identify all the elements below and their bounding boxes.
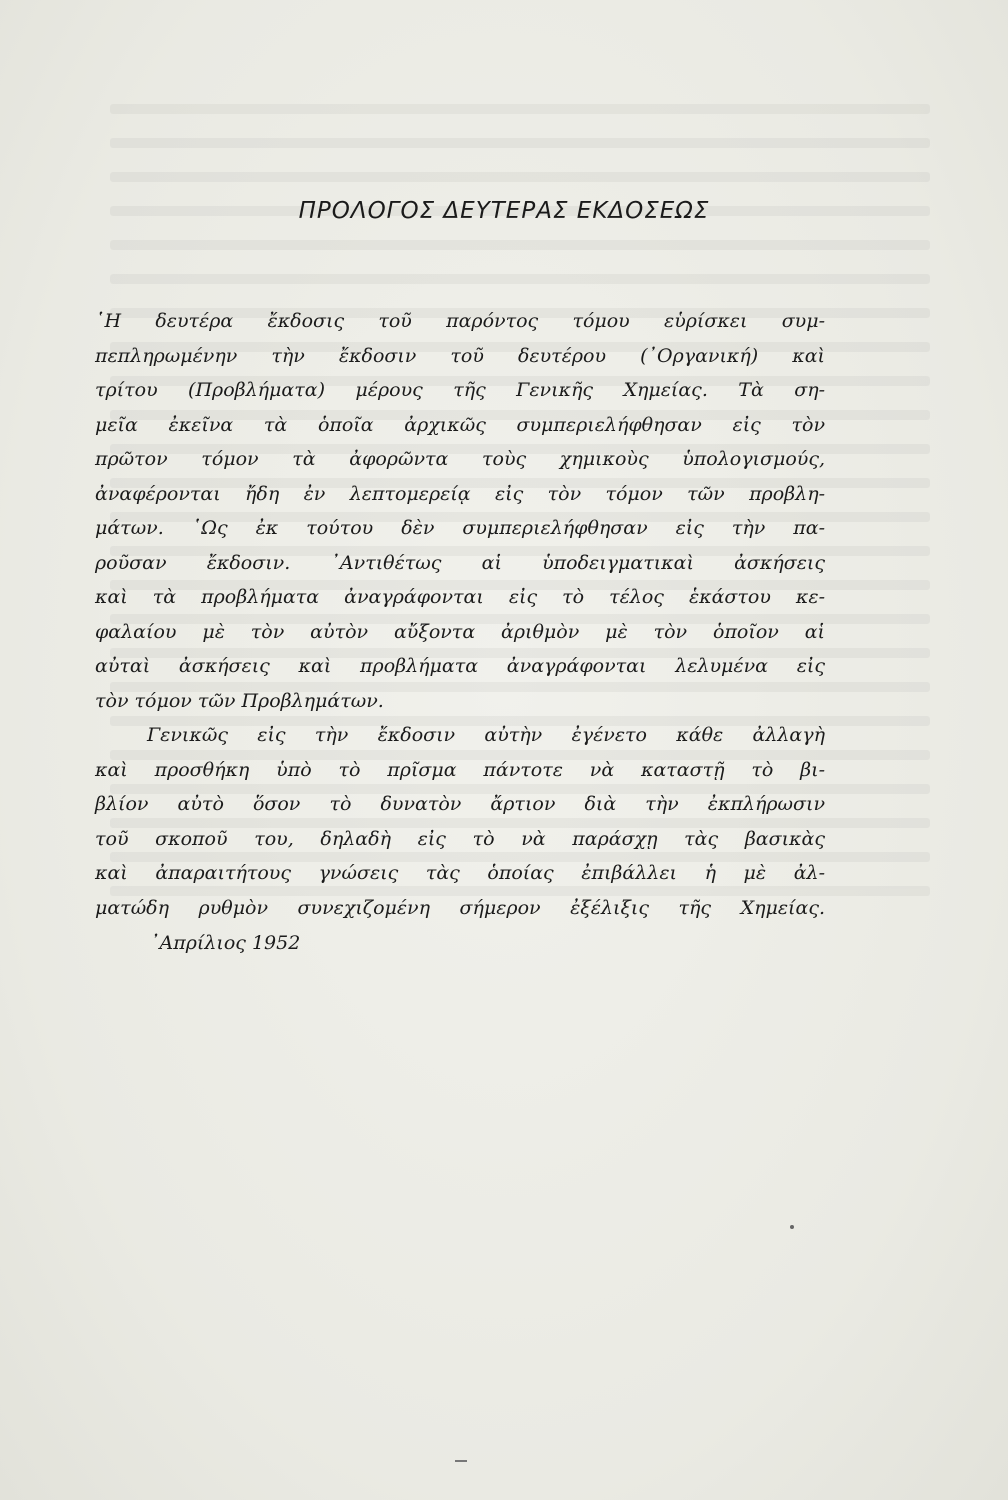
page-mark <box>455 1460 467 1462</box>
ink-speck <box>790 1225 794 1229</box>
text-line: τὸν τόμον τῶν Προβλημάτων. <box>95 689 384 712</box>
body-text <box>95 304 825 925</box>
text-line: καὶ προσθήκη ὑπὸ τὸ πρῖσμα πάντοτε νὰ καταστῇ τὸ βι- <box>95 758 825 781</box>
text-line: καὶ ἀπαραιτήτους γνώσεις τὰς ὁποίας ἐπιβάλλει ἡ μὲ ἀλ- <box>95 862 825 884</box>
text-line: φαλαίου μὲ τὸν αὐτὸν αὔξοντα ἀριθμὸν μὲ τὸν ὁποῖον αἱ <box>95 620 825 643</box>
text-line: τοῦ σκοποῦ του, δηλαδὴ εἰς τὸ νὰ παράσχῃ τὰς βασικὰς <box>95 827 825 850</box>
text-line: τρίτου (Προβλήματα) μέρους τῆς Γενικῆς Χημείας. Τὰ ση- <box>95 379 825 401</box>
text-line: πεπληρωμένην τὴν ἔκδοσιν τοῦ δευτέρου (᾿Οργανική) καὶ <box>95 344 825 367</box>
paragraph-1 <box>95 304 825 718</box>
page-title: ΠΡΟΛΟΓΟΣ ΔΕΥΤΕΡΑΣ ΕΚΔΟΣΕΩΣ <box>298 198 710 224</box>
text-line: αὐταὶ ἀσκήσεις καὶ προβλήματα ἀναγράφονται λελυμένα εἰς <box>95 655 825 677</box>
text-line: ροῦσαν ἔκδοσιν. ᾿Αντιθέτως αἱ ὑποδειγματικαὶ ἀσκήσεις <box>95 551 825 574</box>
text-line: ἀναφέρονται ἤδη ἐν λεπτομερείᾳ εἰς τὸν τόμον τῶν προβλη- <box>95 482 825 505</box>
text-line: μάτων. ῾Ως ἐκ τούτου δὲν συμπεριελήφθησαν εἰς τὴν πα- <box>95 517 825 539</box>
text-line: Γενικῶς εἰς τὴν ἔκδοσιν αὐτὴν ἐγένετο κάθε ἀλλαγὴ <box>147 724 825 746</box>
date-line: ᾿Απρίλιος 1952 <box>150 932 301 954</box>
text-line: ματώδη ρυθμὸν συνεχιζομένη σήμερον ἐξέλιξις τῆς Χημείας. <box>95 896 825 919</box>
text-line: καὶ τὰ προβλήματα ἀναγράφονται εἰς τὸ τέλος ἑκάστου κε- <box>95 586 825 608</box>
text-line: ῾Η δευτέρα ἔκδοσις τοῦ παρόντος τόμου εὑρίσκει συμ- <box>95 310 825 332</box>
text-line: βλίον αὐτὸ ὅσον τὸ δυνατὸν ἄρτιον διὰ τὴν ἐκπλήρωσιν <box>95 793 825 815</box>
text-line: πρῶτον τόμον τὰ ἀφορῶντα τοὺς χημικοὺς ὑπολογισμούς, <box>95 448 825 470</box>
paragraph-2 <box>95 718 825 925</box>
text-line: μεῖα ἐκεῖνα τὰ ὁποῖα ἀρχικῶς συμπεριελήφθησαν εἰς τὸν <box>95 413 825 436</box>
